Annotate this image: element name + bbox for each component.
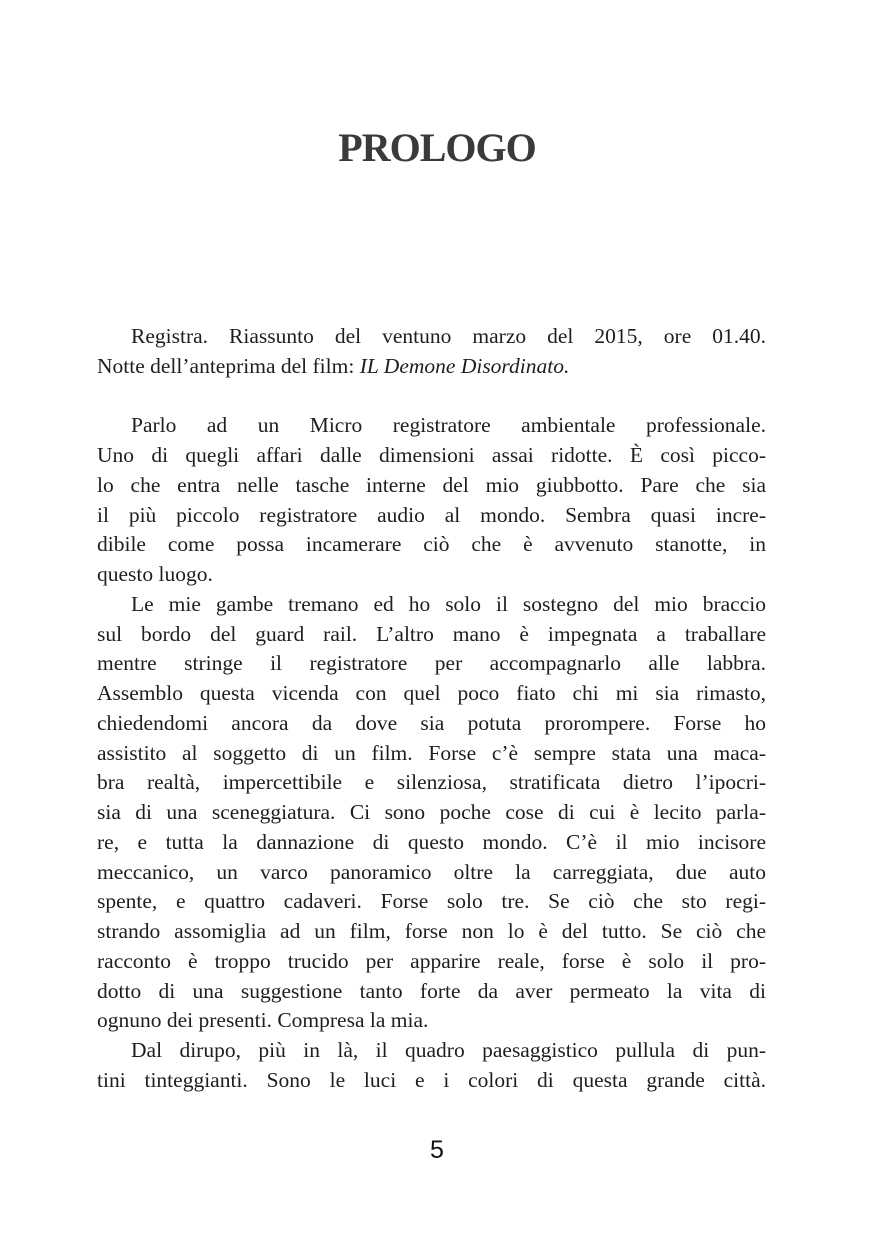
page-number: 5 (430, 1136, 444, 1164)
paragraph-intro (97, 322, 766, 382)
text-line: Dal dirupo, più in là, il quadro paesaggistico pullula di pun- (131, 1038, 766, 1062)
text-line: re, e tutta la dannazione di questo mondo. C’è il mio incisore (97, 829, 766, 854)
text-line: bra realtà, impercettibile e silenziosa, stratificata dietro l’ipocri- (97, 770, 766, 795)
paragraph-recorder (97, 411, 766, 590)
paragraph-city (97, 1036, 766, 1096)
text-line: ognuno dei presenti. Compresa la mia. (97, 1008, 429, 1033)
text-line: dibile come possa incamerare ciò che è avvenuto stanotte, in (97, 532, 766, 557)
text-line: Uno di quegli affari dalle dimensioni assai ridotte. È così picco- (97, 443, 766, 467)
text-line: sul bordo del guard rail. L’altro mano è impegnata a traballare (97, 621, 766, 646)
text-line: Le mie gambe tremano ed ho solo il sostegno del mio braccio (131, 591, 766, 616)
text-line: chiedendomi ancora da dove sia potuta prorompere. Forse ho (97, 710, 766, 735)
text-line (97, 352, 766, 382)
chapter-title: PROLOGO (338, 125, 536, 170)
text-line: il più piccolo registratore audio al mondo. Sembra quasi incre- (97, 502, 766, 527)
text-line: meccanico, un varco panoramico oltre la carreggiata, due auto (97, 859, 766, 884)
text-line: mentre stringe il registratore per accompagnarlo alle labbra. (97, 651, 766, 676)
film-title-italic: IL Demone Disordinato. (359, 353, 570, 378)
text-line: spente, e quattro cadaveri. Forse solo tre. Se ciò che sto regi- (97, 889, 766, 914)
text-line: questo luogo. (97, 562, 213, 586)
text-line: dotto di una suggestione tanto forte da aver permeato la vita di (97, 978, 766, 1003)
body-text-block (97, 322, 766, 1096)
text-line: strando assomiglia ad un film, forse non lo è del tutto. Se ciò che (97, 919, 766, 943)
text-line-segment: Notte dell’anteprima del film: (97, 353, 360, 378)
text-line: racconto è troppo trucido per apparire reale, forse è solo il pro- (97, 948, 766, 973)
text-line: tini tinteggianti. Sono le luci e i colori di questa grande città. (97, 1067, 766, 1092)
text-line: lo che entra nelle tasche interne del mio giubbotto. Pare che sia (97, 472, 766, 497)
text-line: Assemblo questa vicenda con quel poco fiato chi mi sia rimasto, (97, 681, 766, 705)
text-line: Registra. Riassunto del ventuno marzo del 2015, ore 01.40. (131, 324, 766, 348)
paragraph-scene (97, 590, 766, 1036)
text-line: assistito al soggetto di un film. Forse c’è sempre stata una maca- (97, 740, 766, 765)
text-line: Parlo ad un Micro registratore ambientale professionale. (131, 413, 766, 438)
text-line: sia di una sceneggiatura. Ci sono poche cose di cui è lecito parla- (97, 800, 766, 824)
